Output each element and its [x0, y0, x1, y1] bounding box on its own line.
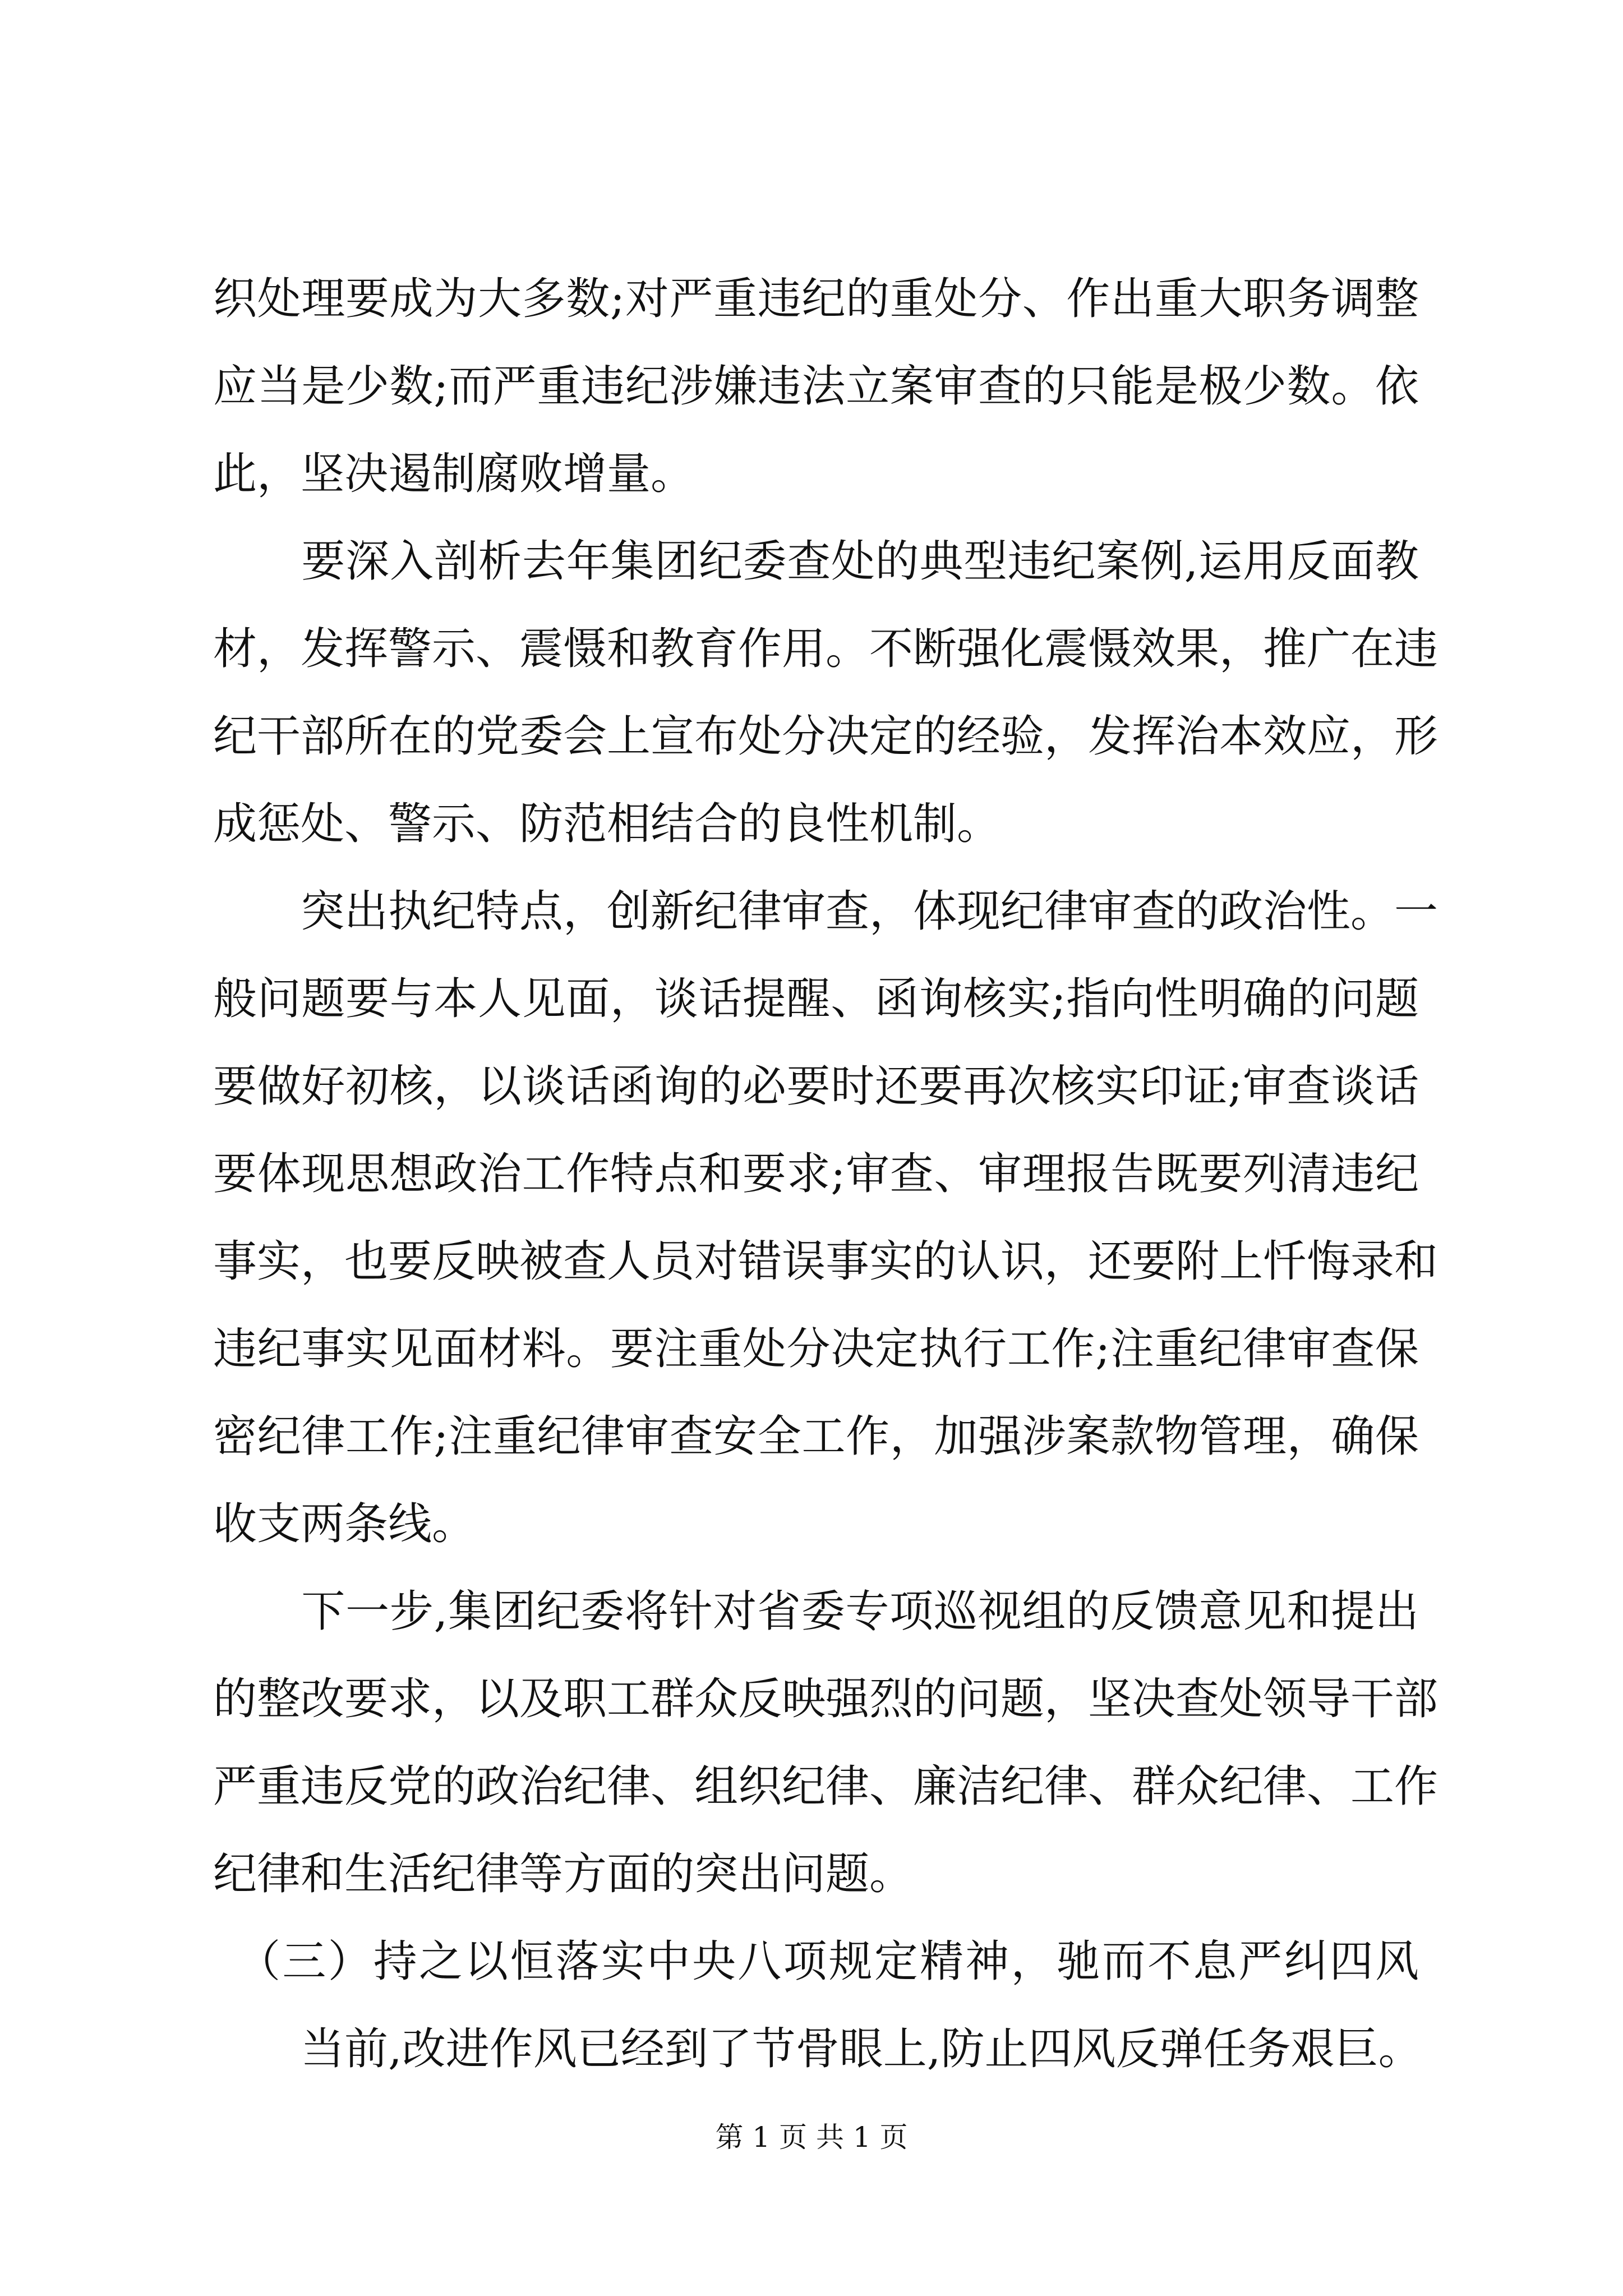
- text-line: 下一步,集团纪委将针对省委专项巡视组的反馈意见和提出: [213, 1586, 1419, 1637]
- text-line: 要做好初核，以谈话函询的必要时还要再次核实印证;审查谈话: [213, 1061, 1419, 1112]
- text-line: 成惩处、警示、防范相结合的良性机制。: [213, 799, 1001, 849]
- text-line: 当前,改进作风已经到了节骨眼上,防止四风反弹任务艰巨。: [213, 2024, 1422, 2074]
- text-line: 织处理要成为大多数;对严重违纪的重处分、作出重大职务调整: [213, 274, 1419, 324]
- text-line: 要体现思想政治工作特点和要求;审查、审理报告既要列清违纪: [213, 1149, 1419, 1199]
- text-line: 般问题要与本人见面，谈话提醒、函询核实;指向性明确的问题: [213, 974, 1419, 1024]
- text-line: 事实，也要反映被查人员对错误事实的认识，还要附上忏悔录和: [213, 1236, 1438, 1287]
- text-line: 密纪律工作;注重纪律审查安全工作，加强涉案款物管理，确保: [213, 1411, 1419, 1462]
- page-footer: 第 1 页 共 1 页: [715, 2121, 908, 2154]
- text-line: 违纪事实见面材料。要注重处分决定执行工作;注重纪律审查保: [213, 1324, 1419, 1374]
- text-line: 收支两条线。: [213, 1499, 476, 1549]
- text-line: 突出执纪特点，创新纪律审查，体现纪律审查的政治性。一: [213, 886, 1438, 937]
- text-line: 要深入剖析去年集团纪委查处的典型违纪案例,运用反面教: [213, 536, 1419, 587]
- text-line: 应当是少数;而严重违纪涉嫌违法立案审查的只能是极少数。依: [213, 361, 1419, 412]
- text-line: 纪干部所在的党委会上宣布处分决定的经验，发挥治本效应，形: [213, 711, 1438, 762]
- text-line: 纪律和生活纪律等方面的突出问题。: [213, 1849, 914, 1899]
- document-body: [213, 255, 1438, 2093]
- section-heading: （三）持之以恒落实中央八项规定精神，驰而不息严纠四风: [213, 1936, 1419, 1987]
- text-line: 的整改要求，以及职工群众反映强烈的问题，坚决查处领导干部: [213, 1674, 1438, 1724]
- text-line: 材，发挥警示、震慑和教育作用。不断强化震慑效果，推广在违: [213, 624, 1438, 674]
- text-line: 此，坚决遏制腐败增量。: [213, 449, 695, 499]
- text-line: 严重违反党的政治纪律、组织纪律、廉洁纪律、群众纪律、工作: [213, 1761, 1438, 1812]
